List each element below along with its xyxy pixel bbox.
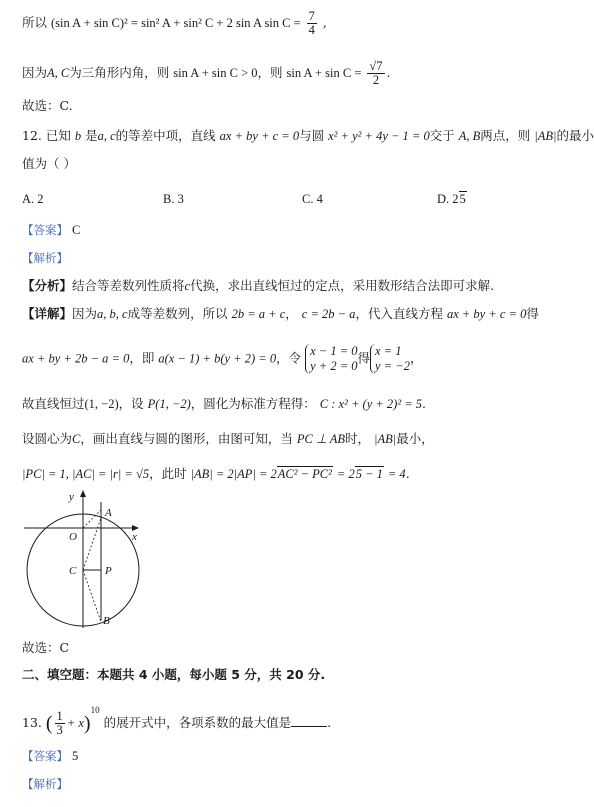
label-b: B <box>103 615 110 627</box>
y-axis-arrow <box>80 490 86 497</box>
segment-oa <box>83 510 101 528</box>
fill-blank[interactable] <box>291 726 327 727</box>
line-triangle-angles: 因为A, C为三角形内角，则 sin A + sin C > 0，则 sin A + sin C = $\frac{√7}{2}$ . <box>22 59 391 87</box>
question-12-line2: 值为（ ） <box>22 156 76 171</box>
radical-1: AC² − PC² <box>277 467 332 481</box>
option-d: D. 25 <box>437 192 466 206</box>
line-sum-squared: 所以 (sin A + sin C)² = sin² A + sin² C + 2 sin A sin C = $\frac{7}{4}$ , <box>22 9 327 37</box>
system-1: x − 1 = 0 y + 2 = 0 <box>305 344 357 374</box>
segment-cb <box>83 570 101 622</box>
option-b: B. 3 <box>163 192 184 206</box>
answer-value-13: 5 <box>71 749 79 763</box>
system-2: x = 1 y = −2 <box>370 344 410 374</box>
segment-ca <box>83 518 101 570</box>
analysis-tag-13: 【解析】 <box>22 777 68 791</box>
answer-tag-13: 【答案】 <box>22 749 68 763</box>
xiangjie-tag: 【详解】 <box>22 306 73 321</box>
fraction-1-3: $\frac{1}{3}$ <box>56 709 63 737</box>
option-a: A. 2 <box>22 192 44 206</box>
fraction-sqrt7-2: $\frac{√7}{2}$ <box>369 59 383 87</box>
answer-q12-final: 故选：C <box>22 640 70 655</box>
answer-q11: 故选：C. <box>22 98 73 113</box>
label-y: y <box>69 491 74 503</box>
label-a: A <box>105 507 112 519</box>
equation: (sin A + sin C)² = sin² A + sin² C + 2 sin A sin C = <box>51 16 301 30</box>
answer-q13-line <box>22 748 78 764</box>
xiangjie-line: 【详解】因为a, b, c成等差数列，所以 2b = a + c， c = 2b − a，代入直线方程 ax + by + c = 0得 <box>22 306 539 321</box>
question-13: 13. ( $\frac{1}{3}$ + x)$^{10}$ 的展开式中，各项系数的最大值是 . <box>22 705 332 737</box>
answer-line <box>22 222 80 238</box>
label-p: P <box>105 565 112 577</box>
label-o: O <box>69 531 77 543</box>
radical-2: 5 − 1 <box>355 467 383 481</box>
fenxi-tag: 【分析】 <box>22 278 73 293</box>
step-2-line: ax + by + 2b − a = 0，即 a(x − 1) + b(y + 2) = 0，令 x − 1 = 0 y + 2 = 0 得 x = 1 y = −2 ， <box>22 344 423 373</box>
step-4-line: 设圆心为C，画出直线与圆的图形，由图可知，当 PC ⊥ AB时， |AB|最小， <box>22 431 434 446</box>
option-c: C. 4 <box>302 192 323 206</box>
fraction-7-4: $\frac{7}{4}$ <box>308 9 315 37</box>
step-5-line: |PC| = 1, |AC| = |r| = √5，此时 |AB| = 2|AP| = 2AC² − PC² = 25 − 1 = 4. <box>22 466 410 481</box>
analysis-tag: 【解析】 <box>22 251 68 265</box>
circle-line-figure <box>18 488 178 628</box>
answer-tag: 【答案】 <box>22 223 68 237</box>
answer-value: C <box>71 223 81 237</box>
question-12-line1: 12. 已知 b 是a, c的等差中项，直线 ax + by + c = 0与圆 x² + y² + 4y − 1 = 0交于 A, B两点，则 |AB|的最小 <box>22 128 594 143</box>
text-prefix: 所以 <box>22 15 48 30</box>
fenxi-line: 【分析】结合等差数列性质将c代换，求出直线恒过的定点，采用数形结合法即可求解. <box>22 278 495 293</box>
label-x: x <box>132 531 137 543</box>
step-3-line: 故直线恒过(1, −2)，设 P(1, −2)，圆化为标准方程得： C : x² + (y + 2)² = 5. <box>22 396 427 411</box>
section-2-heading: 二、填空题：本题共 4 小题，每小题 5 分，共 20 分. <box>22 667 326 682</box>
label-c: C <box>69 565 77 577</box>
